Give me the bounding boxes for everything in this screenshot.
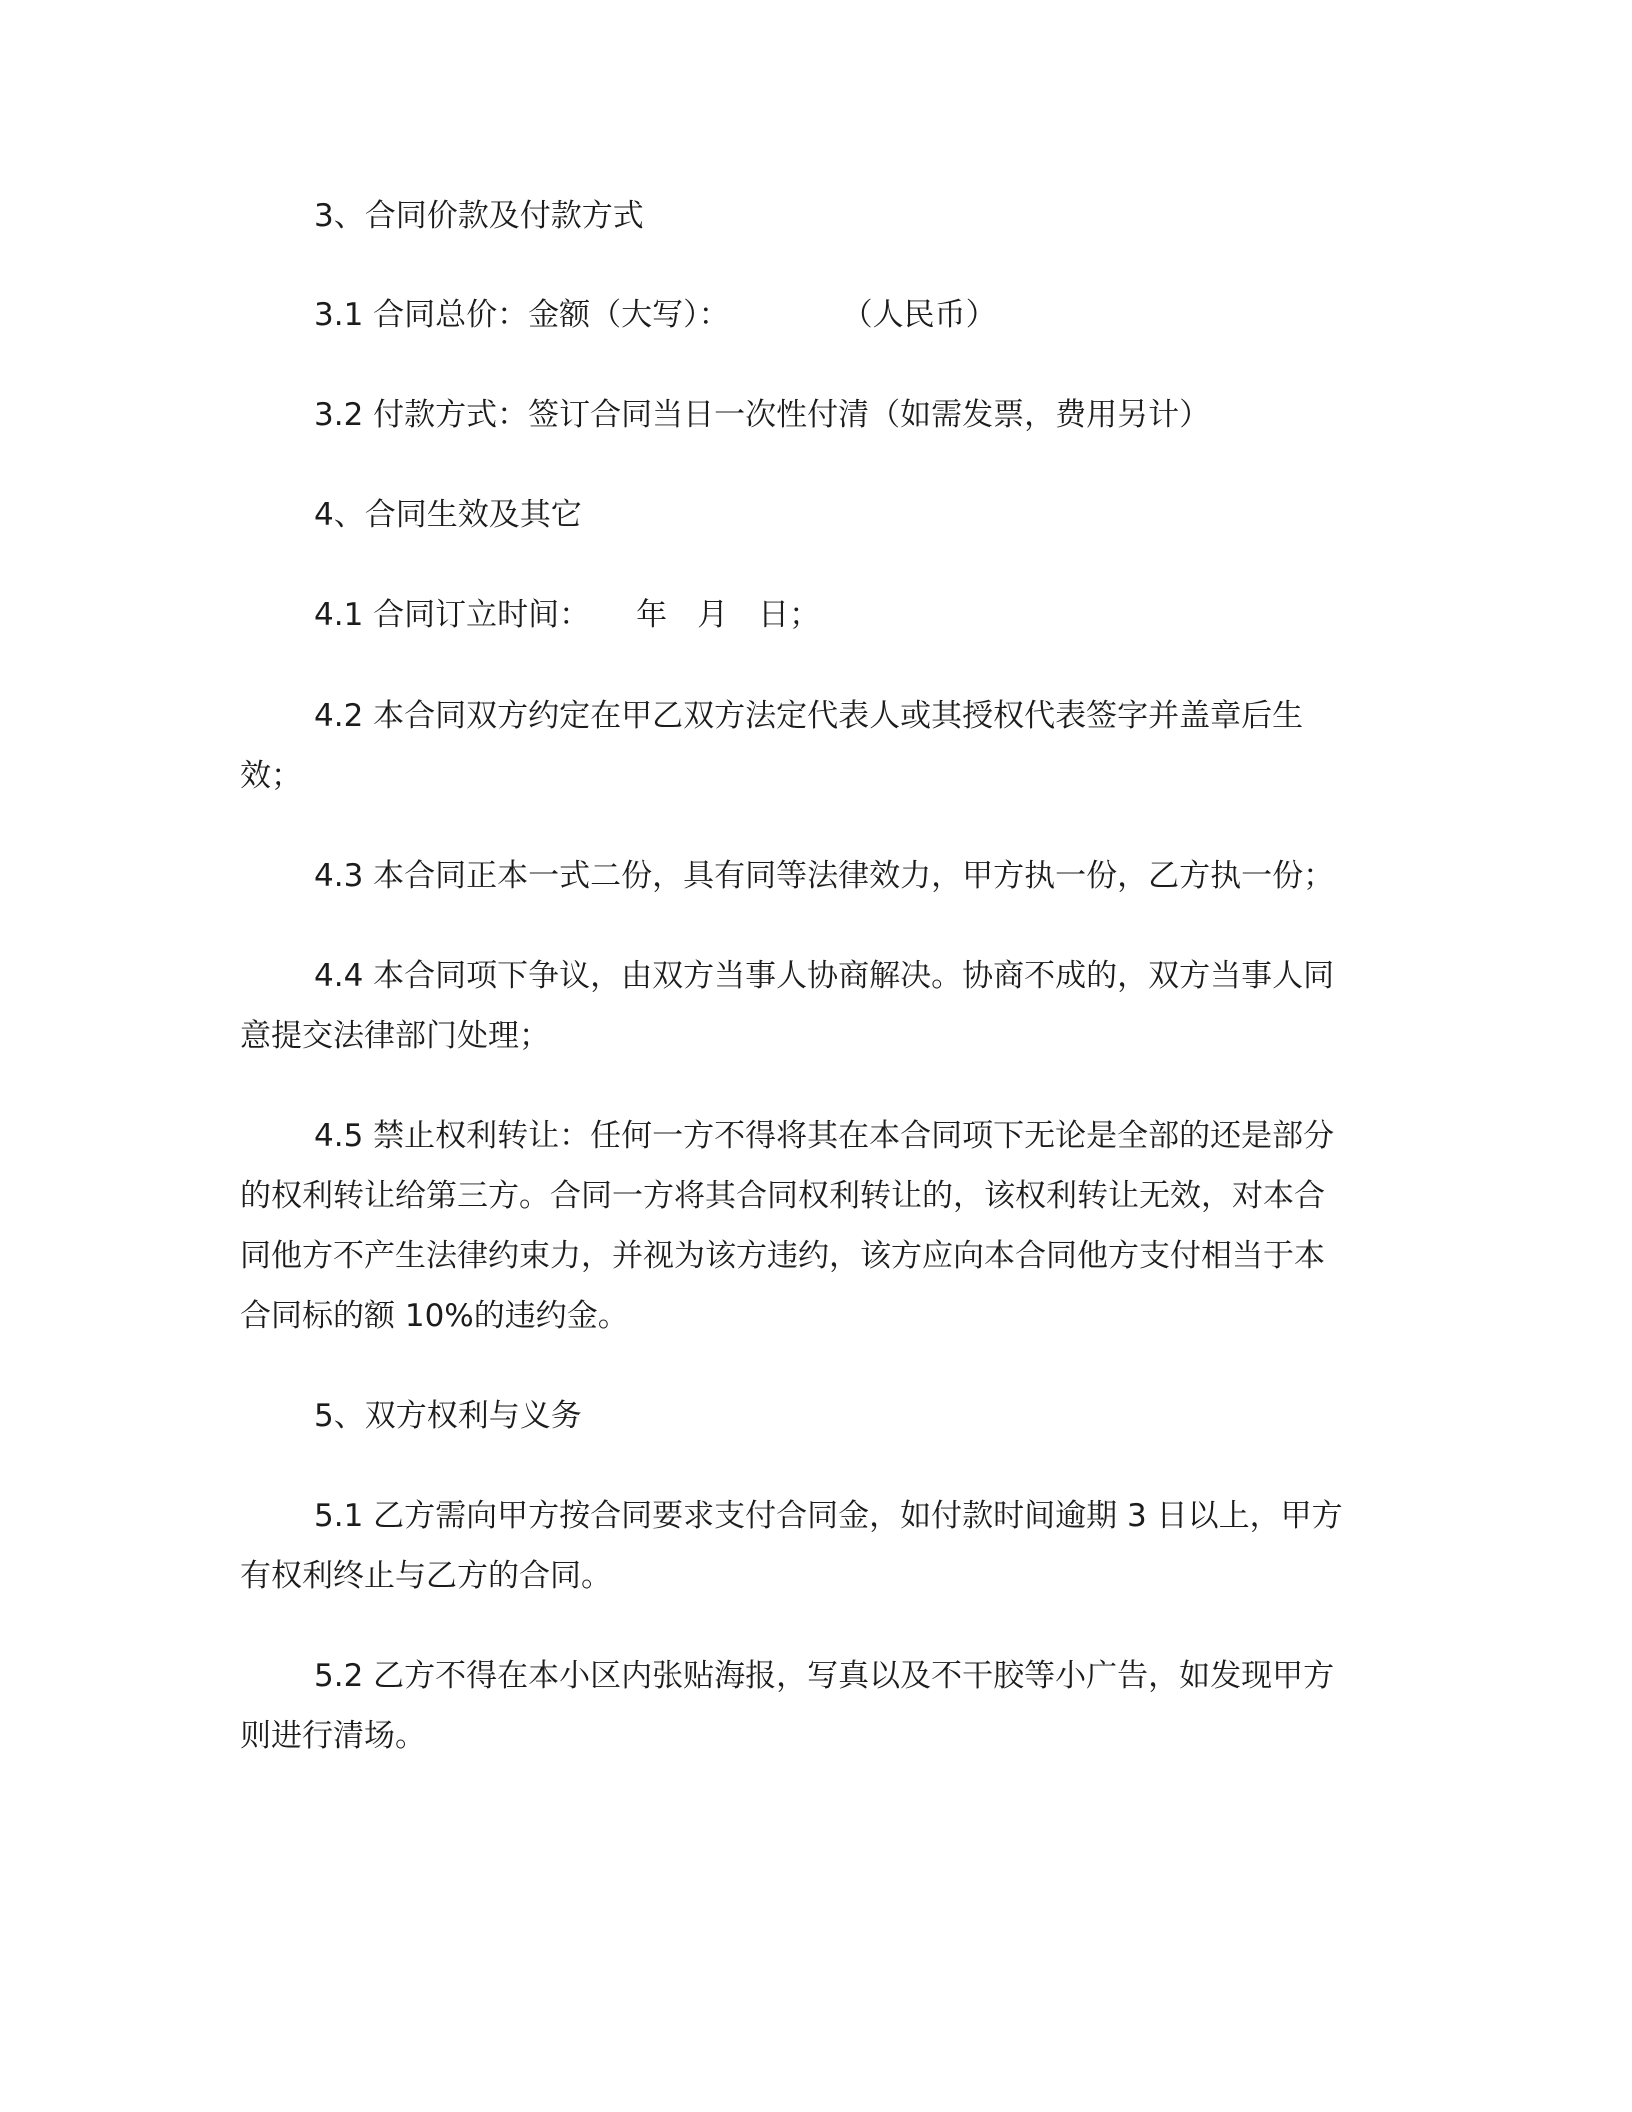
clause-4-4: 4.4 本合同项下争议，由双方当事人协商解决。协商不成的，双方当事人同 意提交法律部门处理； [240,958,1335,1054]
clause-5-2: 5.2 乙方不得在本小区内张贴海报，写真以及不干胶等小广告，如发现甲方 则进行清场。 [240,1658,1335,1754]
clause-3-1 [240,285,1355,345]
clause-4-3: 4.3 本合同正本一式二份，具有同等法律效力，甲方执一份，乙方执一份； [314,858,1335,894]
clause-5-1: 5.1 乙方需向甲方按合同要求支付合同金，如付款时间逾期 3 日以上，甲方 有权利终止与乙方的合同。 [240,1498,1343,1594]
section-3-heading: 3、合同价款及付款方式 [314,198,644,234]
clause-4-1-year: 年 [636,597,668,633]
clause-4-5: 4.5 禁止权利转让：任何一方不得将其在本合同项下无论是全部的还是部分 的权利转让给第三方。合同一方将其合同权利转让的，该权利转让无效，对本合 同他方不产生法律约束力，并视为该方违约，该方应向本合同他方支付相当于本 合同标的额 10%的违约金。 [240,1118,1335,1334]
clause-4-1 [240,585,1355,645]
clause-4-1-month: 月 [697,597,729,633]
clause-4-1-day: 日； [758,597,821,633]
section-4-heading: 4、合同生效及其它 [314,497,582,533]
clause-3-1-currency: （人民币） [841,297,997,333]
clause-3-1-label: 3.1 合同总价：金额（大写）： [314,297,730,333]
clause-4-1-label: 4.1 合同订立时间： [314,597,591,633]
section-5-heading: 5、双方权利与义务 [314,1398,582,1434]
clause-3-2: 3.2 付款方式：签订合同当日一次性付清（如需发票，费用另计） [314,397,1211,433]
clause-4-2: 4.2 本合同双方约定在甲乙双方法定代表人或其授权代表签字并盖章后生 效； [240,698,1304,794]
